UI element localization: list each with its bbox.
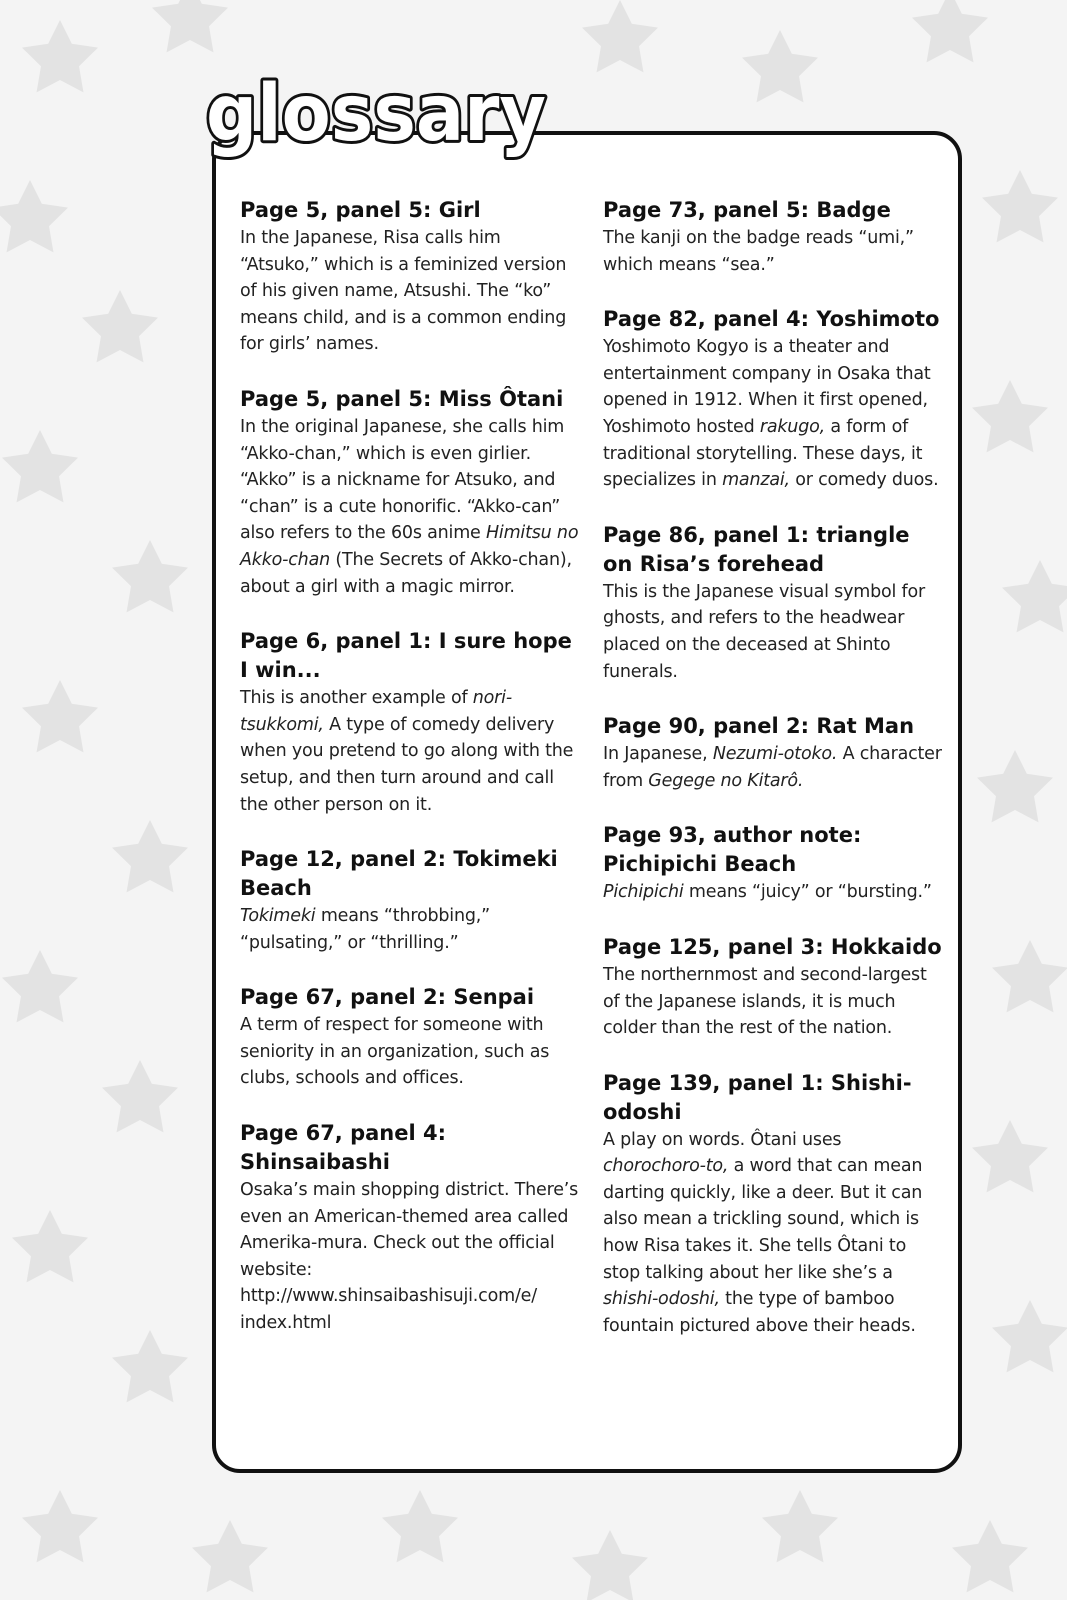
body-text: or comedy duos. [789,470,939,491]
italic-term: nori-tsukkomi, [240,688,512,735]
body-text: This is the Japanese visual symbol for ghosts, and refers to the headwear placed on the deceased at Shinto funerals. [603,581,925,682]
body-text: means “juicy” or “bursting.” [683,882,932,903]
glossary-entry-heading: Page 6, panel 1: I sure hope I win... [240,629,572,683]
glossary-title [200,60,560,160]
body-text: A play on words. Ôtani uses [603,1129,842,1150]
body-text: A term of respect for someone with seniority in an organization, such as clubs, schools and offices. [240,1015,550,1089]
glossary-entry-body [603,741,943,794]
glossary-entry [603,712,943,794]
glossary-title-text: glossary [206,69,546,159]
glossary-entry-body [603,579,943,685]
glossary-entry-heading: Page 67, panel 4: Shinsaibashi [240,1121,447,1175]
glossary-entry-body [603,1127,943,1340]
glossary-entry-heading: Page 5, panel 5: Miss Ôtani [240,386,564,411]
body-text: Osaka’s main shopping district. There’s even an American-themed area called Amerika-mura. Check out the official website: http://www.shinsaibashisuji.com/e/ index.html [240,1180,579,1334]
glossary-entry-body [240,903,580,956]
glossary-entry-body [603,334,943,494]
glossary-entry-heading: Page 12, panel 2: Tokimeki Beach [240,847,558,901]
glossary-entry [240,385,580,600]
italic-term: Tokimeki [240,906,316,927]
glossary-entry [240,983,580,1092]
glossary-entry-heading: Page 125, panel 3: Hokkaido [603,934,942,959]
glossary-column-right [603,196,943,1366]
body-text: a form of traditional storytelling. These days, it specializes in [603,416,923,491]
body-text: The northernmost and second-largest of the Japanese islands, it is much colder than the rest of the nation. [603,964,927,1039]
glossary-entry [240,845,580,956]
glossary-entry [240,1119,580,1337]
glossary-panel [212,131,962,1473]
glossary-entry-heading: Page 93, author note: Pichipichi Beach [603,823,862,877]
italic-term: Himitsu no Akko-chan [240,523,579,570]
italic-term: chorochoro-to, [603,1156,729,1177]
glossary-entry-body [240,225,580,358]
italic-term: Nezumi-otoko. [712,744,838,765]
glossary-entry [603,521,943,685]
body-text: Yoshimoto Kogyo is a theater and entertainment company in Osaka that opened in 1912. When it first opened, Yoshimoto hosted [603,337,931,437]
italic-term: rakugo, [759,416,825,437]
body-text: This is another example of [240,688,473,709]
body-text: A type of comedy delivery when you pretend to go along with the setup, and then turn around and call the other person on it. [240,714,574,815]
body-text: A character from [603,744,942,791]
body-text: the type of bamboo fountain pictured above their heads. [603,1289,916,1336]
body-text: (The Secrets of Akko-chan), about a girl with a magic mirror. [240,549,572,597]
glossary-entry-body [240,1177,580,1337]
glossary-entry [603,1069,943,1340]
glossary-entry [603,305,943,494]
glossary-entry-heading: Page 82, panel 4: Yoshimoto [603,307,940,332]
glossary-entry [603,933,943,1042]
body-text: means “throbbing,” “pulsating,” or “thrilling.” [240,906,490,953]
glossary-entry-body [240,414,580,600]
italic-term: shishi-odoshi, [603,1289,720,1310]
glossary-entry-heading: Page 67, panel 2: Senpai [240,985,535,1010]
body-text: In Japanese, [603,744,713,765]
body-text: The kanji on the badge reads “umi,” which means “sea.” [603,228,914,275]
glossary-column-left [240,196,580,1364]
glossary-entry [240,196,580,358]
glossary-entry-body [240,685,580,818]
glossary-entry-body [603,225,943,278]
glossary-entry [603,196,943,278]
body-text: In the Japanese, Risa calls him “Atsuko,” which is a feminized version of his given name, Atsushi. The “ko” means child, and is a common ending for girls’ names. [240,228,567,355]
body-text: In the original Japanese, she calls him “Akko-chan,” which is even girlier. “Akko” is a nickname for Atsuko, and “chan” is a cute honorific. “Akko-can” also refers to the 60s anime [240,416,565,544]
glossary-entry-heading: Page 139, panel 1: Shishi-odoshi [603,1070,912,1124]
glossary-entry-heading: Page 86, panel 1: triangle on Risa’s forehead [603,522,910,576]
glossary-entry-heading: Page 73, panel 5: Badge [603,198,891,222]
italic-term: manzai, [722,470,790,491]
italic-term: Pichipichi [603,882,684,903]
body-text: a word that can mean darting quickly, like a deer. But it can also mean a trickling sound, which is how Risa takes it. She tells Ôtani to stop talking about her like she’s a [603,1156,923,1283]
glossary-entry-body [240,1012,580,1092]
glossary-entry-heading: Page 90, panel 2: Rat Man [603,714,915,739]
glossary-entry [240,627,580,818]
glossary-entry-body [603,879,943,906]
glossary-entry-heading: Page 5, panel 5: Girl [240,198,481,222]
italic-term: Gegege no Kitarô. [648,770,804,791]
glossary-entry [603,821,943,906]
glossary-entry-body [603,962,943,1042]
